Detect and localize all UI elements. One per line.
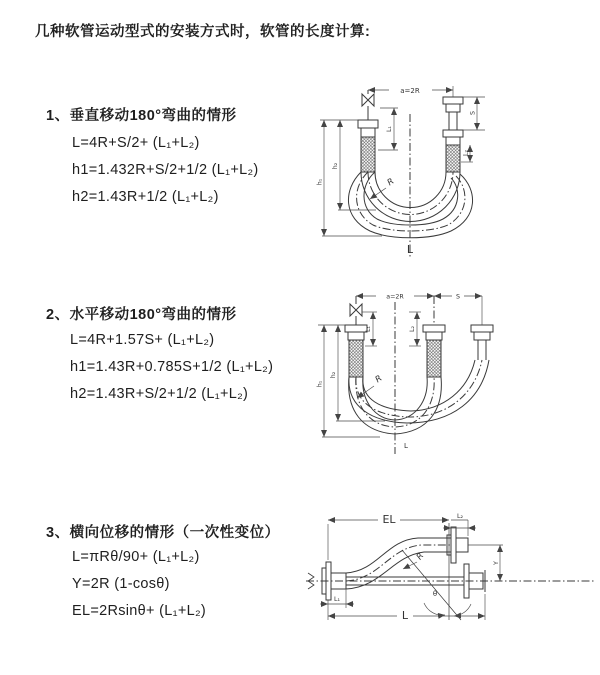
dim-label-radius: R (373, 373, 385, 386)
valve-icon (362, 90, 374, 120)
dim-label-offset: Y (493, 561, 500, 565)
left-flange (345, 325, 367, 340)
dim-label-h1: h₁ (316, 178, 324, 186)
section1-formula-h2: h2=1.43R+1/2 (L₁+L₂) (72, 189, 219, 205)
dim-label-fitting-right: L₂ (409, 325, 416, 333)
dim-label-length: L (406, 243, 414, 256)
diagram-vertical-180-bend (310, 72, 590, 262)
dim-label-fitting-left: L₁ (333, 596, 341, 603)
section2-formula-h1: h1=1.43R+0.785S+1/2 (L₁+L₂) (70, 359, 274, 375)
dim-label-h2: h₂ (330, 371, 337, 379)
dim-label-el: EL (382, 513, 396, 526)
diagram-lateral-displacement (298, 498, 600, 662)
section2-formula-L: L=4R+1.57S+ (L₁+L₂) (70, 332, 215, 348)
middle-hose-braid (427, 340, 441, 377)
page-title: 几种软管运动型式的安装方式时，软管的长度计算: (35, 24, 371, 40)
section2-heading: 2、水平移动180°弯曲的情形 (46, 307, 237, 323)
dim-label-fitting-right: L₂ (462, 149, 470, 157)
dim-label-length: L (401, 609, 409, 622)
dim-label-h1: h₁ (316, 380, 324, 388)
dim-label-movement: S (469, 111, 477, 115)
elevated-flange (447, 527, 468, 563)
section1-heading: 1、垂直移动180°弯曲的情形 (46, 108, 237, 124)
diagram-horizontal-180-bend (310, 282, 590, 462)
section3-formula-EL: EL=2Rsinθ+ (L₁+L₂) (72, 603, 207, 619)
dim-label-h2: h₂ (332, 162, 339, 170)
dim-label-span: a=2R (386, 293, 404, 301)
dim-label-radius: R (385, 176, 397, 189)
dim-label-angle: θ (432, 590, 438, 598)
right-flange-upper (443, 97, 463, 112)
radius-leader (370, 188, 386, 199)
section2-formula-h2: h2=1.43R+S/2+1/2 (L₁+L₂) (70, 386, 249, 402)
radius-leader (357, 386, 374, 398)
hose-far-position (349, 360, 489, 423)
dim-label-radius: R (414, 551, 427, 563)
dim-label-fitting-right: L₂ (456, 513, 464, 520)
section3-heading: 3、横向位移的情形（一次性变位） (46, 525, 280, 541)
dim-label-movement: S (456, 293, 460, 301)
valve-icon (350, 296, 362, 325)
dim-label-fitting-left: L₁ (386, 125, 393, 133)
left-hose-braid (361, 137, 375, 172)
section1-formula-h1: h1=1.432R+S/2+1/2 (L₁+L₂) (72, 162, 259, 178)
section3-formula-Y: Y=2R (1-cosθ) (72, 576, 170, 592)
dim-label-fitting-left: L₁ (365, 325, 372, 333)
dim-label-span: a=2R (400, 87, 420, 95)
middle-flange (423, 325, 445, 340)
right-flange (471, 325, 493, 340)
left-hose-braid (349, 340, 363, 377)
section1-formula-L: L=4R+S/2+ (L₁+L₂) (72, 135, 200, 151)
right-flange-lower (443, 130, 463, 145)
dim-label-length: L (404, 442, 408, 450)
left-flange (358, 120, 378, 137)
right-hose-braid (446, 145, 460, 172)
section3-formula-L: L=πRθ/90+ (L₁+L₂) (72, 549, 200, 565)
